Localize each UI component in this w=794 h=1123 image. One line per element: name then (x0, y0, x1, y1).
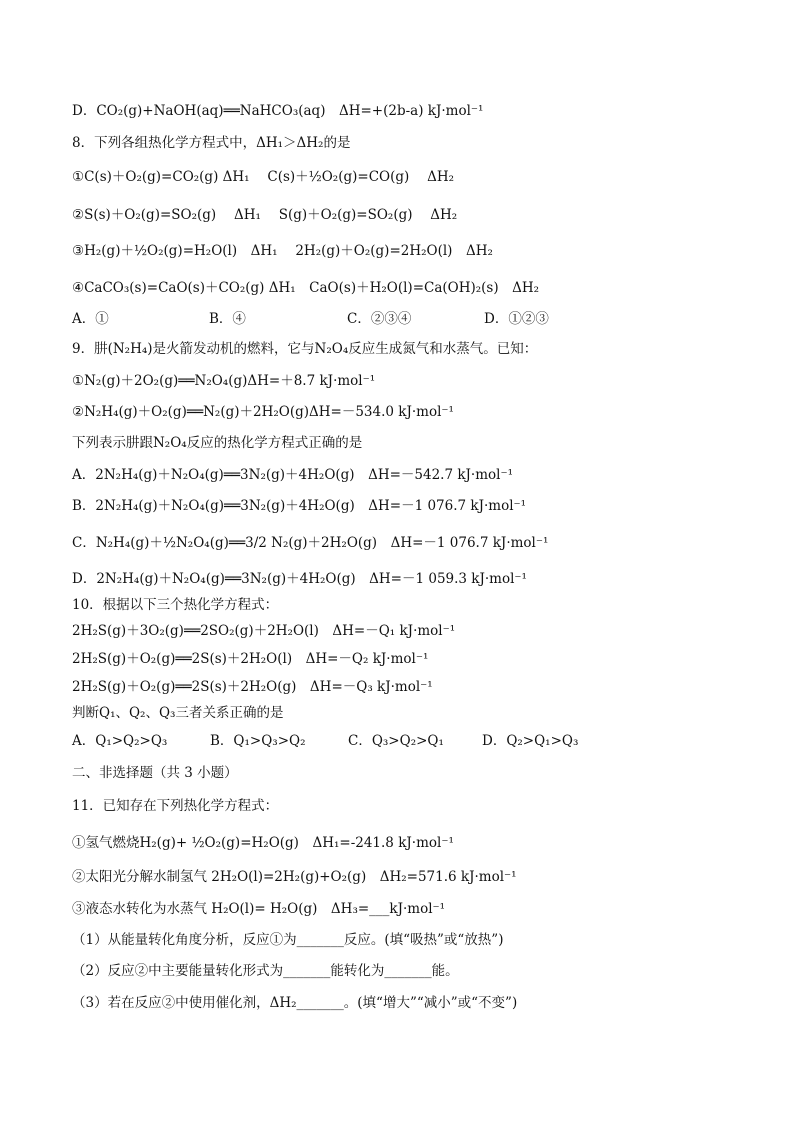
q11-sub-2 (72, 962, 459, 980)
q8-item-2-text: ②S(s)＋O₂(g)=SO₂(g) ΔH₁ S(g)＋O₂(g)=SO₂(g) ΔH₂ (72, 207, 458, 223)
q10-eq-3 (72, 678, 433, 696)
q9-option-c-text: C．N₂H₄(g)＋½N₂O₄(g)══3/2 N₂(g)＋2H₂O(g) ΔH=－1 076.7 kJ·mol⁻¹ (72, 535, 549, 551)
q11-sub-1-text: （1）从能量转化角度分析，反应①为_______反应。(填“吸热”或“放热”) (72, 932, 504, 948)
q10-question-text: 判断Q₁、Q₂、Q₃三者关系正确的是 (72, 705, 284, 721)
q10-option-b[interactable]: B．Q₁>Q₃>Q₂ (210, 733, 306, 749)
q11-sub-2-text: （2）反应②中主要能量转化形式为_______能转化为_______能。 (72, 963, 459, 979)
q10-option-c[interactable]: C．Q₃>Q₂>Q₁ (348, 733, 444, 749)
q10-option-d[interactable]: D．Q₂>Q₁>Q₃ (482, 733, 579, 749)
q8-item-3 (72, 242, 493, 260)
q8-option-d[interactable]: D．①②③ (484, 311, 549, 327)
q10-stem (72, 596, 278, 614)
q10-eq-2-text: 2H₂S(g)＋O₂(g)══2S(s)＋2H₂O(l) ΔH=－Q₂ kJ·mol⁻¹ (72, 651, 429, 667)
q8-item-4 (72, 279, 539, 297)
q9-question (72, 434, 362, 452)
q11-eq-1 (72, 834, 454, 852)
q9-option-c[interactable] (72, 534, 548, 552)
q9-given-1 (72, 372, 375, 390)
q9-given-1-text: ①N₂(g)＋2O₂(g)══N₂O₄(g)ΔH=＋8.7 kJ·mol⁻¹ (72, 373, 376, 389)
q9-option-b-text: B．2N₂H₄(g)＋N₂O₄(g)══3N₂(g)＋4H₂O(g) ΔH=－1 076.7 kJ·mol⁻¹ (72, 498, 527, 514)
q8-option-b[interactable]: B．④ (209, 311, 246, 327)
q8-option-c[interactable]: C．②③④ (347, 311, 412, 327)
q10-question (72, 704, 283, 722)
q11-stem (72, 797, 278, 815)
q9-option-b[interactable] (72, 497, 526, 515)
section-heading (72, 764, 238, 782)
q10-stem-text: 10．根据以下三个热化学方程式： (72, 597, 279, 613)
q9-question-text: 下列表示肼跟N₂O₄反应的热化学方程式正确的是 (72, 435, 363, 451)
q10-eq-2 (72, 650, 428, 668)
q8-stem-text: 8．下列各组热化学方程式中，ΔH₁＞ΔH₂的是 (72, 135, 351, 151)
q11-eq-2-text: ②太阳光分解水制氢气 2H₂O(l)=2H₂(g)+O₂(g) ΔH₂=571.6 kJ·mol⁻¹ (72, 869, 517, 885)
q9-option-a-text: A．2N₂H₄(g)＋N₂O₄(g)══3N₂(g)＋4H₂O(g) ΔH=－542.7 kJ·mol⁻¹ (72, 467, 514, 483)
q11-eq-1-text: ①氢气燃烧H₂(g)+ ½O₂(g)=H₂O(g) ΔH₁=-241.8 kJ·mol⁻¹ (72, 835, 454, 851)
q8-item-1-text: ①C(s)＋O₂(g)=CO₂(g) ΔH₁ C(s)＋½O₂(g)=CO(g) ΔH₂ (72, 169, 455, 185)
q11-eq-3-text: ③液态水转化为水蒸气 H₂O(l)= H₂O(g) ΔH₃=___kJ·mol⁻¹ (72, 901, 446, 917)
line-text: D．CO₂(g)+NaOH(aq)══NaHCO₃(aq) ΔH=+(2b-a) kJ·mol⁻¹ (72, 103, 484, 119)
q8-item-4-text: ④CaCO₃(s)=CaO(s)＋CO₂(g) ΔH₁ CaO(s)＋H₂O(l)=Ca(OH)₂(s) ΔH₂ (72, 280, 540, 296)
q9-stem-text: 9．肼(N₂H₄)是火箭发动机的燃料，它与N₂O₄反应生成氮气和水蒸气。已知： (72, 341, 538, 357)
q8-item-3-text: ③H₂(g)＋½O₂(g)=H₂O(l) ΔH₁ 2H₂(g)＋O₂(g)=2H₂O(l) ΔH₂ (72, 243, 493, 259)
q8-item-1 (72, 168, 454, 186)
q9-option-d[interactable] (72, 570, 527, 588)
q10-eq-1-text: 2H₂S(g)＋3O₂(g)══2SO₂(g)＋2H₂O(l) ΔH=－Q₁ kJ·mol⁻¹ (72, 623, 456, 639)
q10-eq-3-text: 2H₂S(g)＋O₂(g)══2S(s)＋2H₂O(g) ΔH=－Q₃ kJ·mol⁻¹ (72, 679, 433, 695)
q11-stem-text: 11．已知存在下列热化学方程式： (72, 798, 279, 814)
q10-option-a[interactable]: A．Q₁>Q₂>Q₃ (72, 733, 168, 749)
q11-eq-2 (72, 868, 517, 886)
q11-sub-3-text: （3）若在反应②中使用催化剂，ΔH₂_______。(填“增大”“减小”或“不变”) (72, 995, 518, 1011)
q8-item-2 (72, 206, 457, 224)
q11-eq-3 (72, 900, 445, 918)
q8-option-a[interactable]: A．① (72, 311, 109, 327)
q9-option-a[interactable] (72, 466, 513, 484)
section-heading-text: 二、非选择题（共 3 小题） (72, 765, 238, 781)
q9-given-2-text: ②N₂H₄(g)＋O₂(g)══N₂(g)＋2H₂O(g)ΔH=－534.0 kJ·mol⁻¹ (72, 404, 454, 420)
q9-stem (72, 340, 537, 358)
q11-sub-1 (72, 931, 503, 949)
q10-eq-1 (72, 622, 455, 640)
q8-stem (72, 134, 350, 152)
q9-given-2 (72, 403, 454, 421)
q9-option-d-text: D．2N₂H₄(g)＋N₂O₄(g)══3N₂(g)＋4H₂O(g) ΔH=－1 059.3 kJ·mol⁻¹ (72, 571, 527, 587)
q7-option-d (72, 102, 483, 120)
q11-sub-3 (72, 994, 517, 1012)
